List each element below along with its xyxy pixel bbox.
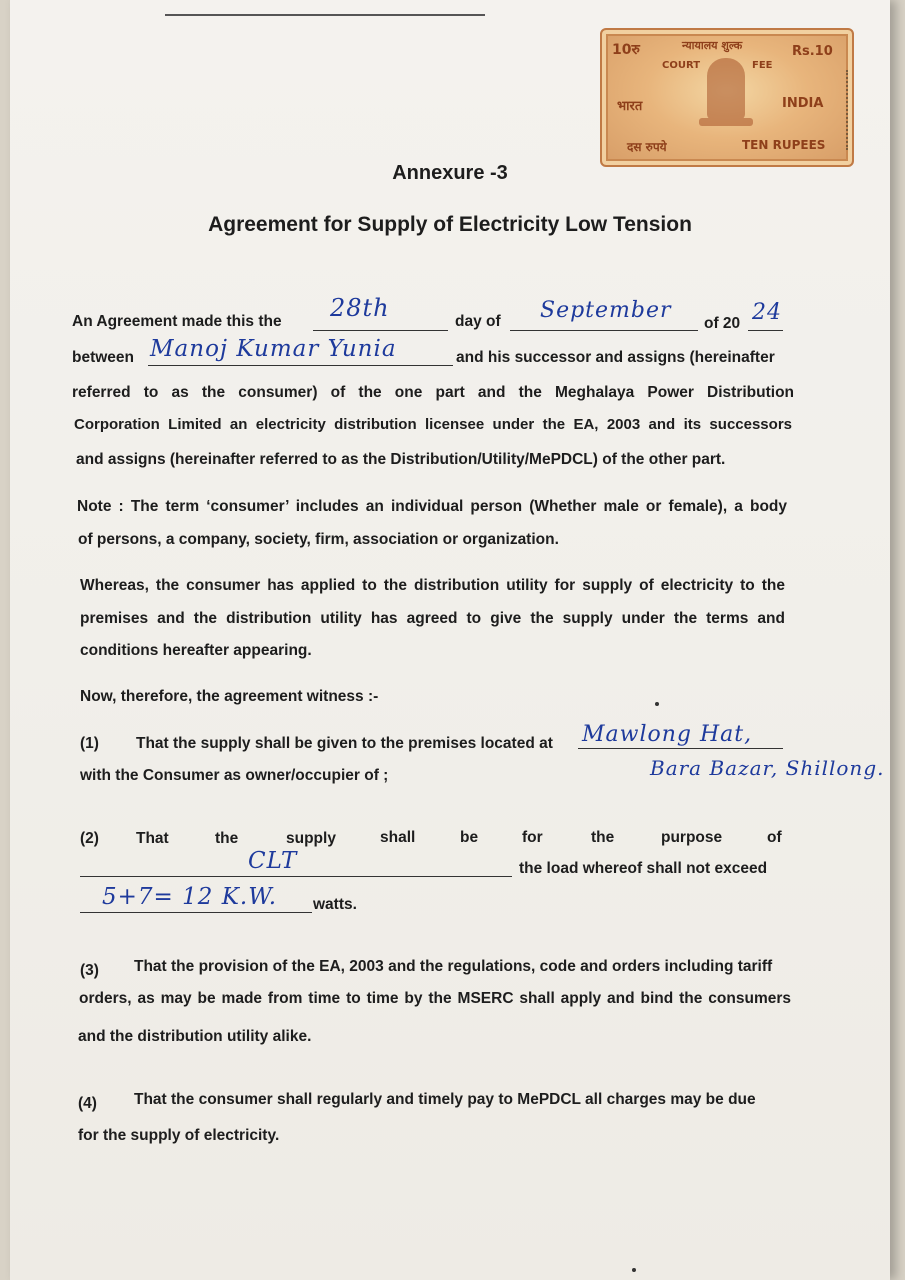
stamp-court: COURT <box>662 60 701 71</box>
page-subtitle: Agreement for Supply of Electricity Low Tension <box>208 213 692 236</box>
clause-3-line-2: orders, as may be made from time to time by the MSERC shall apply and bind the consumers <box>79 990 791 1007</box>
watts-label: watts. <box>313 896 357 913</box>
stamp-india: INDIA <box>782 96 824 111</box>
clause-1-text: That the supply shall be given to the premises located at <box>136 735 553 752</box>
clause-3-line-1: That the provision of the EA, 2003 and the regulations, code and orders including tariff <box>134 958 773 975</box>
between-label: between <box>72 349 135 366</box>
load-value: 5+7= 12 K.W. <box>102 884 278 910</box>
purpose-value: CLT <box>248 848 298 874</box>
made-this-the-label: An Agreement made this the <box>72 313 282 330</box>
load-text: the load whereof shall not exceed <box>519 860 768 877</box>
agreement-line-4: Corporation Limited an electricity distribution licensee under the EA, 2003 and its successors <box>74 416 792 433</box>
top-rule <box>165 14 485 16</box>
stamp-bharat: भारत <box>617 99 643 114</box>
year-value: 24 <box>752 300 782 325</box>
whereas-line-3: conditions hereafter appearing. <box>80 642 312 659</box>
clause-2-word: of <box>767 829 782 846</box>
stamp-denomination-left: 10रु <box>612 42 640 58</box>
ink-dot <box>655 702 659 706</box>
whereas-line-1: Whereas, the consumer has applied to the distribution utility for supply of electricity to the <box>80 577 785 594</box>
ink-dot <box>632 1268 636 1272</box>
consumer-name-value: Manoj Kumar Yunia <box>150 336 397 362</box>
load-fill-line <box>80 912 312 913</box>
clause-2-word: be <box>460 829 479 846</box>
stamp-das-rupaye: दस रुपये <box>627 140 667 154</box>
stamp-ten-rupees: TEN RUPEES <box>742 138 826 152</box>
month-value: September <box>540 298 672 323</box>
clause-2-word: purpose <box>661 829 723 846</box>
clause-4-number: (4) <box>78 1095 97 1112</box>
premises-fill-line <box>578 748 783 749</box>
stamp-perforation <box>846 70 854 150</box>
clause-4-line-1: That the consumer shall regularly and timely pay to MePDCL all charges may be due <box>134 1091 756 1108</box>
clause-2-number: (2) <box>80 830 99 847</box>
clause-2-word: That <box>136 830 169 847</box>
clause-3-line-3: and the distribution utility alike. <box>78 1028 312 1045</box>
stamp-denomination-right: Rs.10 <box>792 44 833 59</box>
court-fee-stamp <box>600 28 854 167</box>
clause-2-word: for <box>522 829 543 846</box>
clause-1-line-2: with the Consumer as owner/occupier of ; <box>80 767 389 784</box>
clause-1-number: (1) <box>80 735 99 752</box>
witness-line: Now, therefore, the agreement witness :- <box>80 688 379 705</box>
day-value: 28th <box>330 294 390 322</box>
successor-text: and his successor and assigns (hereinafter <box>456 349 775 366</box>
page-title: Annexure -3 <box>392 162 508 184</box>
clause-2-word: the <box>591 829 615 846</box>
clause-4-line-2: for the supply of electricity. <box>78 1127 280 1144</box>
day-of-label: day of <box>455 313 501 330</box>
stamp-fee: FEE <box>752 60 773 71</box>
premises-value-line-1: Mawlong Hat, <box>582 722 753 747</box>
agreement-line-3: referred to as the consumer) of the one part and the Meghalaya Power Distribution <box>72 384 794 401</box>
note-line-2: of persons, a company, society, firm, association or organization. <box>78 531 559 548</box>
clause-2-word: supply <box>286 830 336 847</box>
clause-2-word: the <box>215 830 239 847</box>
month-fill-line <box>510 330 698 331</box>
premises-value-line-2: Bara Bazar, Shillong. <box>650 756 885 780</box>
stamp-hindi-top: न्यायालय शुल्क <box>682 39 743 52</box>
document-page <box>10 0 890 1280</box>
whereas-line-2: premises and the distribution utility has agreed to give the supply under the terms and <box>80 610 785 627</box>
agreement-line-5: and assigns (hereinafter referred to as the Distribution/Utility/MePDCL) of the other part. <box>76 451 726 468</box>
consumer-name-fill-line <box>148 365 453 366</box>
purpose-fill-line <box>80 876 512 877</box>
clause-2-word: shall <box>380 829 416 846</box>
of-20-label: of 20 <box>704 315 741 332</box>
year-fill-line <box>748 330 783 331</box>
note-line-1: Note : The term ‘consumer’ includes an individual person (Whether male or female), a body <box>77 498 787 515</box>
national-emblem-icon <box>707 58 745 120</box>
clause-3-number: (3) <box>80 962 99 979</box>
day-fill-line <box>313 330 448 331</box>
